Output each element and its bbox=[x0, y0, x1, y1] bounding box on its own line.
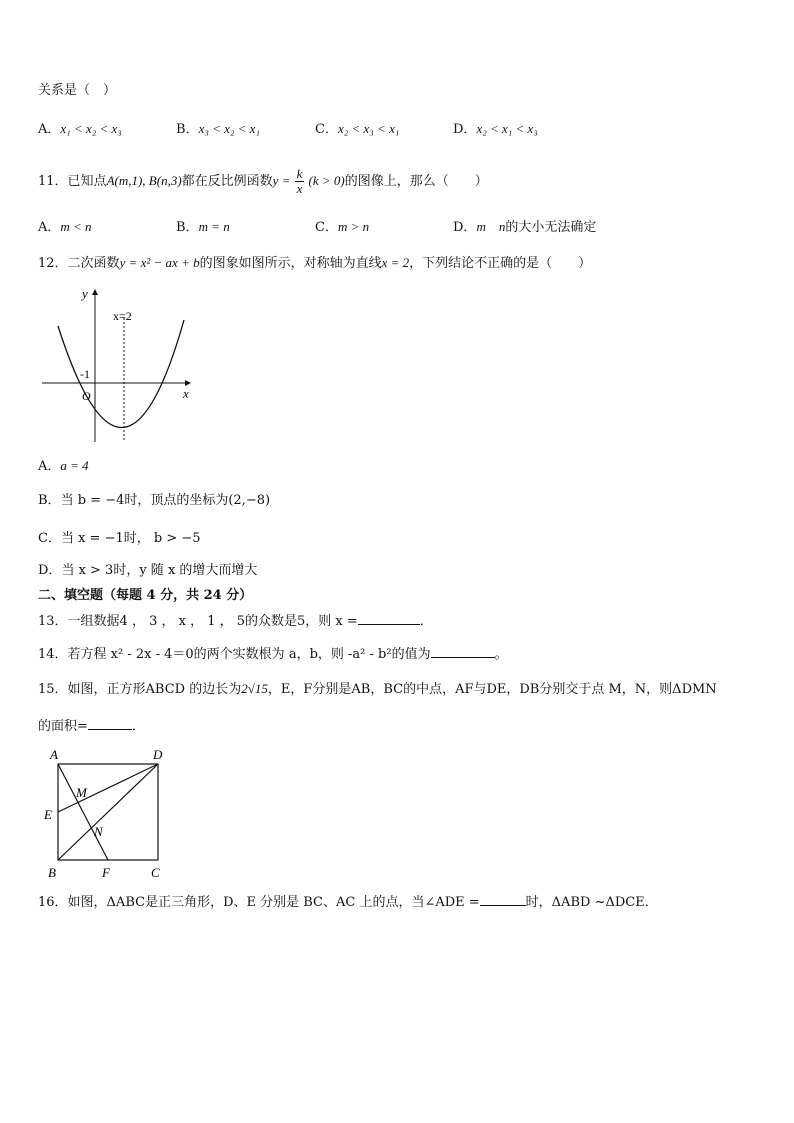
q14-blank bbox=[431, 657, 495, 658]
section-title: 二、填空题（每题 4 分，共 24 分） bbox=[38, 588, 253, 603]
q16-blank bbox=[480, 905, 526, 906]
q15-stem-line2: 的面积= ． bbox=[38, 719, 145, 734]
parabola-graph bbox=[38, 282, 198, 447]
square-figure bbox=[38, 744, 178, 882]
q13-stem: 13．一组数据4 ， 3 ， x ， 1 ， 5的众数是5，则 x = ． bbox=[38, 614, 433, 629]
parabola-curve bbox=[58, 320, 184, 428]
q15-stem: 15．如图，正方形ABCD 的边长为2√15，E，F分别是AB，BC的中点，AF与DE，DB分别交于点 M，N，则ΔDMN bbox=[38, 681, 717, 697]
q14-stem: 14．若方程 x² - 2x - 4＝0的两个实数根为 a，b，则 -a² - b²的值为 。 bbox=[38, 647, 508, 662]
segment-db bbox=[58, 764, 158, 860]
q11-option-a: A．m < n bbox=[38, 219, 92, 235]
q12-stem: 12．二次函数y = x² − ax + b的图象如图所示，对称轴为直线x = 2，下列结论不正确的是（ ） bbox=[38, 255, 592, 271]
y-axis-label: y bbox=[82, 286, 88, 301]
label-f: F bbox=[102, 865, 110, 880]
symmetry-label: x=2 bbox=[113, 309, 132, 323]
q11-fraction: $\frac{k}{x}$ bbox=[296, 166, 303, 196]
q12-option-d: D．当 x > 3时，y 随 x 的增大而增大 bbox=[38, 563, 258, 578]
label-m: M bbox=[76, 785, 87, 800]
label-a: A bbox=[50, 747, 58, 762]
q12-option-b: B．当 b = −4时，顶点的坐标为(2,−8) bbox=[38, 493, 271, 508]
q10-option-b: B．x₃ < x₂ < x₁ bbox=[176, 121, 260, 137]
q10-option-d: D．x₂ < x₁ < x₃ bbox=[453, 121, 538, 137]
segment-af bbox=[58, 764, 108, 860]
x-axis-label: x bbox=[183, 386, 189, 401]
label-c: C bbox=[151, 865, 160, 880]
q11-option-d: D．m n的大小无法确定 bbox=[453, 219, 597, 235]
q10-stem-tail: 关系是（ ） bbox=[38, 83, 117, 98]
origin-label: O bbox=[82, 389, 91, 403]
q15-blank bbox=[88, 729, 132, 730]
q12-option-c: C．当 x = −1时， b > −5 bbox=[38, 531, 201, 546]
label-d: D bbox=[153, 747, 163, 762]
q10-option-c: C．x₂ < x₃ < x₁ bbox=[315, 121, 400, 137]
segment-de bbox=[58, 764, 158, 812]
label-n: N bbox=[94, 824, 103, 839]
q11-stem: 11．已知点A(m,1), B(n,3)都在反比例函数y = $\frac{k}{x}$ (k > 0)的图像上，那么（ ） bbox=[38, 166, 488, 196]
q10-option-a: A．x₁ < x₂ < x₃ bbox=[38, 121, 122, 137]
q11-option-b: B．m = n bbox=[176, 219, 230, 235]
minus-one-label: -1 bbox=[80, 367, 90, 381]
q16-stem: 16．如图，ΔABC是正三角形，D、E 分别是 BC、AC 上的点，当∠ADE = 时，ΔABD ~ΔDCE． bbox=[38, 895, 658, 910]
q12-option-a: A．a = 4 bbox=[38, 458, 89, 474]
q11-option-c: C．m > n bbox=[315, 219, 370, 235]
label-e: E bbox=[44, 807, 52, 822]
label-b: B bbox=[48, 865, 56, 880]
q13-blank bbox=[358, 624, 420, 625]
